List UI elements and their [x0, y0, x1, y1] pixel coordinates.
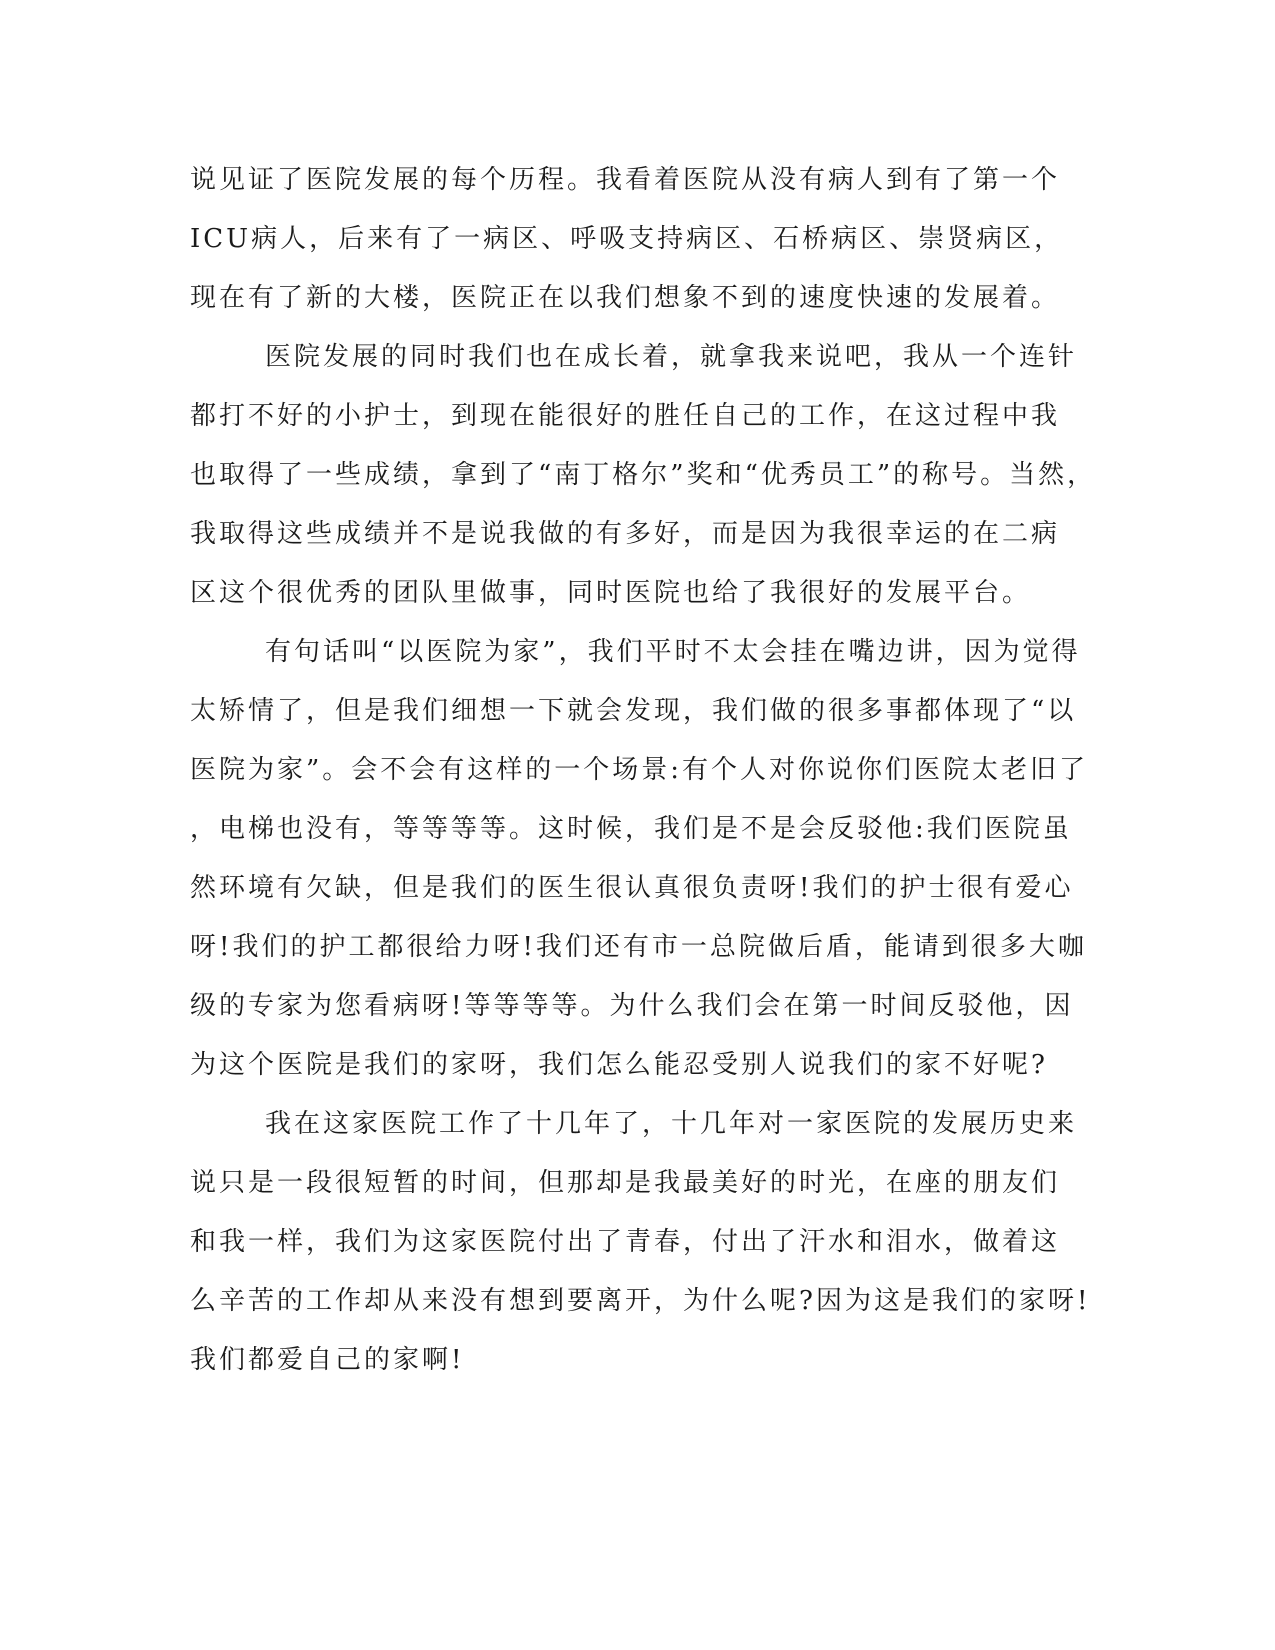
- text-line: ，电梯也没有，等等等等。这时候，我们是不是会反驳他:我们医院虽: [190, 814, 1072, 844]
- paragraph-start-line: 有句话叫“以医院为家”，我们平时不太会挂在嘴边讲，因为觉得: [265, 637, 1081, 667]
- text-line: 说只是一段很短暂的时间，但那却是我最美好的时光，在座的朋友们: [190, 1168, 1061, 1198]
- text-line: 呀!我们的护工都很给力呀!我们还有市一总院做后盾，能请到很多大咖: [190, 932, 1087, 962]
- text-line: 为这个医院是我们的家呀，我们怎么能忍受别人说我们的家不好呢?: [190, 1050, 1048, 1080]
- text-line: 我取得这些成绩并不是说我做的有多好，而是因为我很幸运的在二病: [190, 519, 1061, 549]
- text-line: 太矫情了，但是我们细想一下就会发现，我们做的很多事都体现了“以: [190, 696, 1077, 726]
- text-line: 说见证了医院发展的每个历程。我看着医院从没有病人到有了第一个: [190, 165, 1061, 195]
- text-line: 现在有了新的大楼，医院正在以我们想象不到的速度快速的发展着。: [190, 283, 1061, 313]
- paragraph-start-line: 我在这家医院工作了十几年了，十几年对一家医院的发展历史来: [265, 1109, 1078, 1139]
- text-line: 我们都爱自己的家啊!: [190, 1345, 465, 1375]
- text-line: 么辛苦的工作却从来没有想到要离开，为什么呢?因为这是我们的家呀!: [190, 1286, 1091, 1316]
- text-line: 也取得了一些成绩，拿到了“南丁格尔”奖和“优秀员工”的称号。当然，: [190, 460, 1097, 490]
- text-line: 级的专家为您看病呀!等等等等。为什么我们会在第一时间反驳他，因: [190, 991, 1074, 1021]
- paragraph-start-line: 医院发展的同时我们也在成长着，就拿我来说吧，我从一个连针: [265, 342, 1078, 372]
- text-line: 区这个很优秀的团队里做事，同时医院也给了我很好的发展平台。: [190, 578, 1032, 608]
- text-line: 医院为家”。会不会有这样的一个场景:有个人对你说你们医院太老旧了: [190, 755, 1089, 785]
- text-line: 都打不好的小护士，到现在能很好的胜任自己的工作，在这过程中我: [190, 401, 1061, 431]
- text-line: ICU病人，后来有了一病区、呼吸支持病区、石桥病区、崇贤病区，: [190, 224, 1064, 254]
- text-line: 和我一样，我们为这家医院付出了青春，付出了汗水和泪水，做着这: [190, 1227, 1061, 1257]
- text-line: 然环境有欠缺，但是我们的医生很认真很负责呀!我们的护士很有爱心: [190, 873, 1074, 903]
